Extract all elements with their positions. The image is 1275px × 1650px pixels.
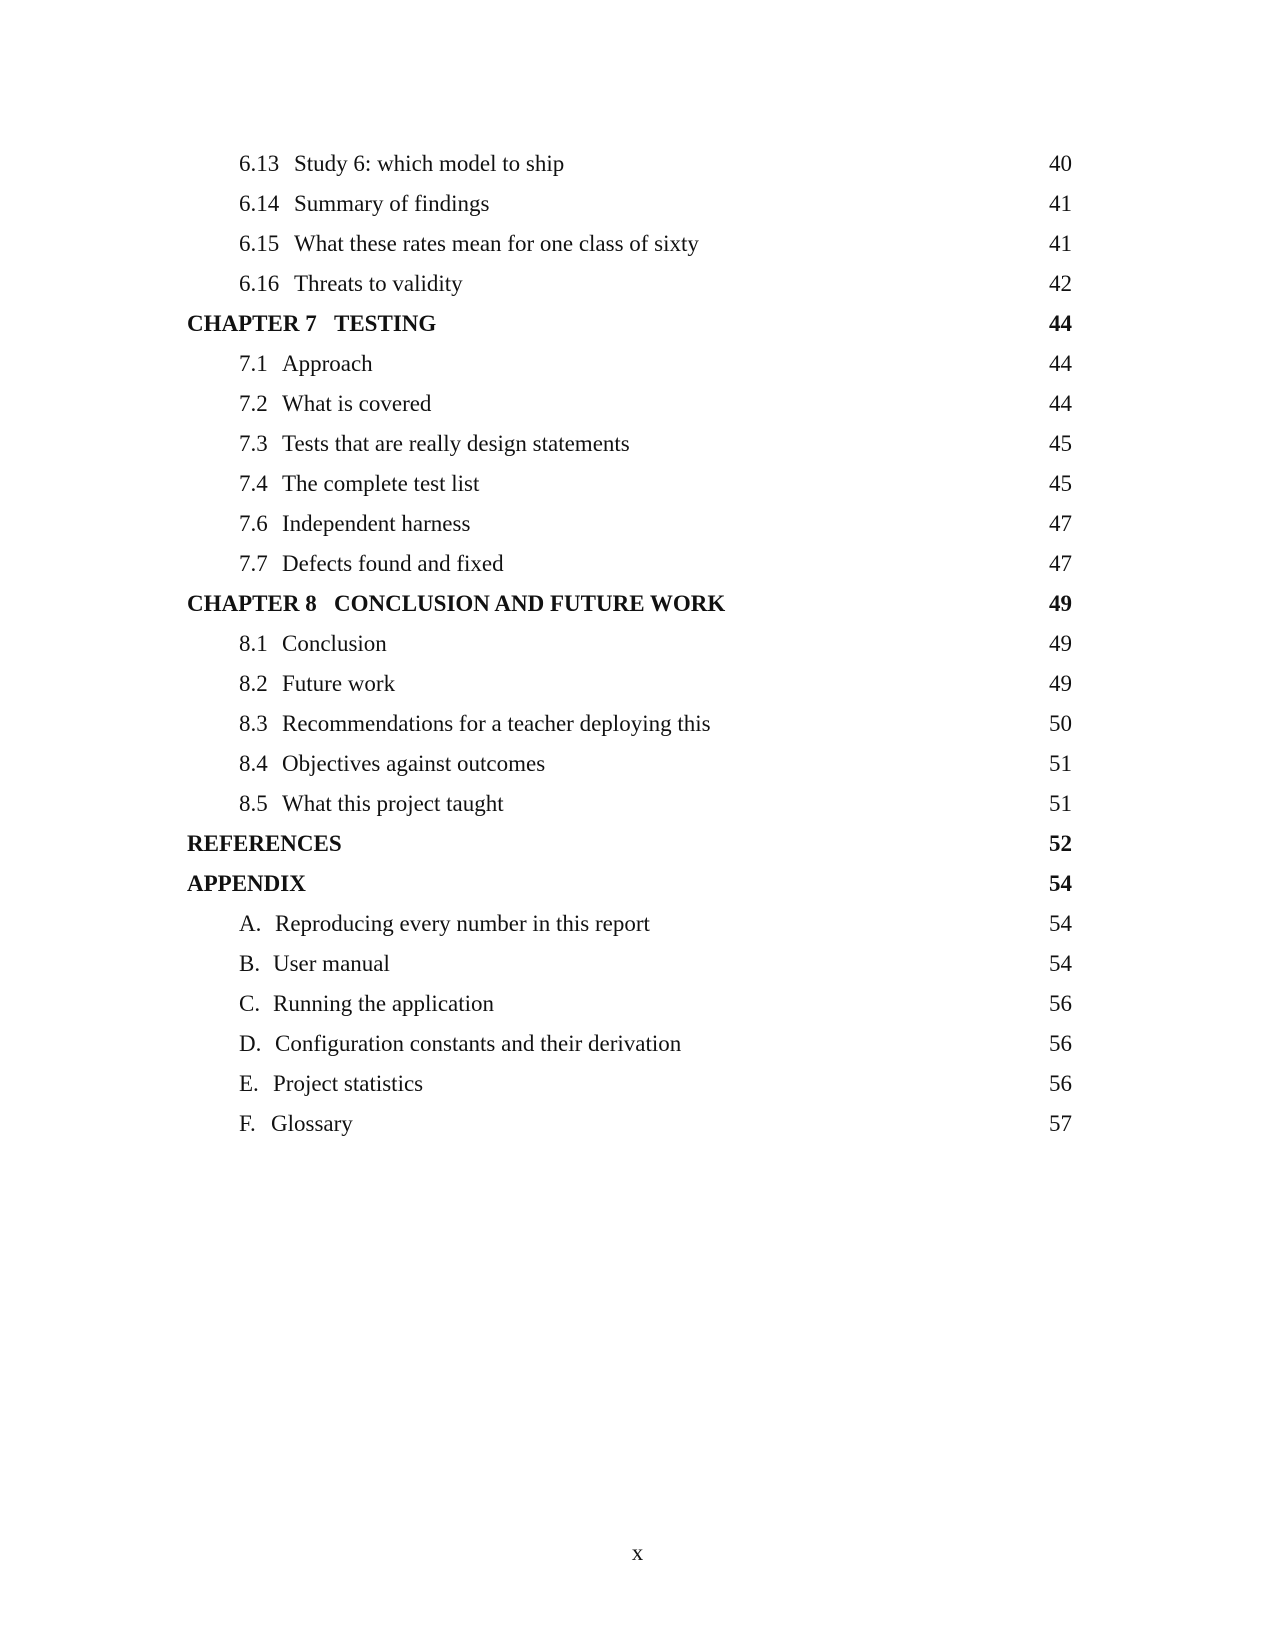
toc-entry-number: F.: [239, 1111, 256, 1136]
chapter-title: CONCLUSION AND FUTURE WORK: [334, 591, 726, 616]
toc-entry-page: 40: [1049, 151, 1072, 176]
toc-entry-number: A.: [239, 911, 262, 936]
toc-entry-number: 6.13: [239, 151, 280, 176]
toc-references[interactable]: [0, 824, 1275, 864]
section-title: APPENDIX: [187, 871, 306, 896]
page-number-footer: x: [631, 1540, 644, 1565]
toc-entry-number: 8.4: [239, 751, 268, 776]
toc-entry-title: Conclusion: [282, 631, 387, 656]
toc-entry-page: 54: [1049, 911, 1072, 936]
toc-entry-title: Recommendations for a teacher deploying this: [282, 711, 711, 736]
toc-entry-number: 8.5: [239, 791, 268, 816]
toc-entry[interactable]: [0, 344, 1275, 384]
chapter-title: TESTING: [334, 311, 437, 336]
chapter-number: CHAPTER 8: [187, 591, 317, 616]
toc-entry[interactable]: [0, 384, 1275, 424]
toc-entry-number: 8.3: [239, 711, 268, 736]
toc-entry-title: Threats to validity: [294, 271, 463, 296]
toc-entry-page: 52: [1049, 831, 1072, 856]
toc-entry[interactable]: [0, 504, 1275, 544]
toc-entry-page: 56: [1049, 1031, 1072, 1056]
toc-entry-title: What is covered: [282, 391, 432, 416]
toc-entry-title: Summary of findings: [294, 191, 490, 216]
toc-entry[interactable]: [0, 544, 1275, 584]
toc-entry-page: 51: [1049, 791, 1072, 816]
toc-entry-page: 49: [1049, 591, 1072, 616]
toc-entry[interactable]: [0, 184, 1275, 224]
toc-entry-number: 6.16: [239, 271, 280, 296]
toc-entry-title: Defects found and fixed: [282, 551, 504, 576]
toc-entry-title: Glossary: [271, 1111, 353, 1136]
toc-entry-page: 45: [1049, 471, 1072, 496]
toc-entry-title: Independent harness: [282, 511, 471, 536]
toc-entry[interactable]: [0, 1104, 1275, 1144]
toc-entry[interactable]: [0, 984, 1275, 1024]
toc-entry[interactable]: [0, 144, 1275, 184]
toc-entry[interactable]: [0, 624, 1275, 664]
toc-entry-title: What this project taught: [282, 791, 504, 816]
toc-entry-page: 45: [1049, 431, 1072, 456]
toc-entry-title: Objectives against outcomes: [282, 751, 546, 776]
toc-chapter-8[interactable]: [0, 584, 1275, 624]
toc-entry[interactable]: [0, 664, 1275, 704]
toc-entry-title: Configuration constants and their derivation: [275, 1031, 682, 1056]
toc-entry-number: 7.6: [239, 511, 268, 536]
toc-entry[interactable]: [0, 464, 1275, 504]
toc-entry-number: E.: [239, 1071, 259, 1096]
toc-entry-title: Study 6: which model to ship: [294, 151, 565, 176]
toc-entry-title: Approach: [282, 351, 373, 376]
toc-entry-title: Project statistics: [273, 1071, 424, 1096]
toc-entry-page: 47: [1049, 511, 1072, 536]
toc-entry-page: 56: [1049, 1071, 1072, 1096]
toc-entry-page: 56: [1049, 991, 1072, 1016]
toc-entry-page: 49: [1049, 631, 1072, 656]
toc-entry-number: 7.1: [239, 351, 268, 376]
toc-entry-title: What these rates mean for one class of sixty: [294, 231, 699, 256]
toc-entry-number: D.: [239, 1031, 262, 1056]
toc-entry[interactable]: [0, 744, 1275, 784]
toc-entry-page: 54: [1049, 871, 1072, 896]
toc-entry-title: Tests that are really design statements: [282, 431, 630, 456]
toc-appendix[interactable]: [0, 864, 1275, 904]
toc-entry-number: 6.14: [239, 191, 280, 216]
section-title: REFERENCES: [187, 831, 342, 856]
toc-entry-number: C.: [239, 991, 261, 1016]
toc-entry-page: 50: [1049, 711, 1072, 736]
toc-entry-title: User manual: [273, 951, 390, 976]
toc-entry-page: 47: [1049, 551, 1072, 576]
toc-entry-page: 44: [1049, 311, 1072, 336]
toc-entry-number: 8.2: [239, 671, 268, 696]
toc-entry-page: 44: [1049, 391, 1072, 416]
toc-chapter-7[interactable]: [0, 304, 1275, 344]
chapter-number: CHAPTER 7: [187, 311, 317, 336]
toc-entry-page: 41: [1049, 231, 1072, 256]
toc-entry-page: 49: [1049, 671, 1072, 696]
toc-entry-page: 44: [1049, 351, 1072, 376]
toc-entry-title: Running the application: [273, 991, 495, 1016]
toc-entry[interactable]: [0, 704, 1275, 744]
toc-entry-page: 41: [1049, 191, 1072, 216]
toc-entry-page: 57: [1049, 1111, 1072, 1136]
toc-entry-number: 8.1: [239, 631, 268, 656]
toc-entry-number: 7.3: [239, 431, 268, 456]
toc-entry[interactable]: [0, 224, 1275, 264]
toc-entry-title: Reproducing every number in this report: [275, 911, 650, 936]
toc-entry-page: 54: [1049, 951, 1072, 976]
toc-entry-number: 7.4: [239, 471, 268, 496]
toc-entry-page: 42: [1049, 271, 1072, 296]
toc-entry[interactable]: [0, 264, 1275, 304]
toc-entry[interactable]: [0, 1024, 1275, 1064]
toc-entry-number: 7.2: [239, 391, 268, 416]
toc-entry[interactable]: [0, 424, 1275, 464]
toc-entry-number: 6.15: [239, 231, 280, 256]
toc-entry-title: The complete test list: [282, 471, 480, 496]
toc-entry[interactable]: [0, 904, 1275, 944]
table-of-contents: [0, 144, 1275, 1144]
toc-entry-page: 51: [1049, 751, 1072, 776]
toc-entry-title: Future work: [282, 671, 396, 696]
toc-entry[interactable]: [0, 944, 1275, 984]
toc-entry[interactable]: [0, 1064, 1275, 1104]
toc-entry-number: B.: [239, 951, 261, 976]
toc-entry-number: 7.7: [239, 551, 268, 576]
toc-entry[interactable]: [0, 784, 1275, 824]
